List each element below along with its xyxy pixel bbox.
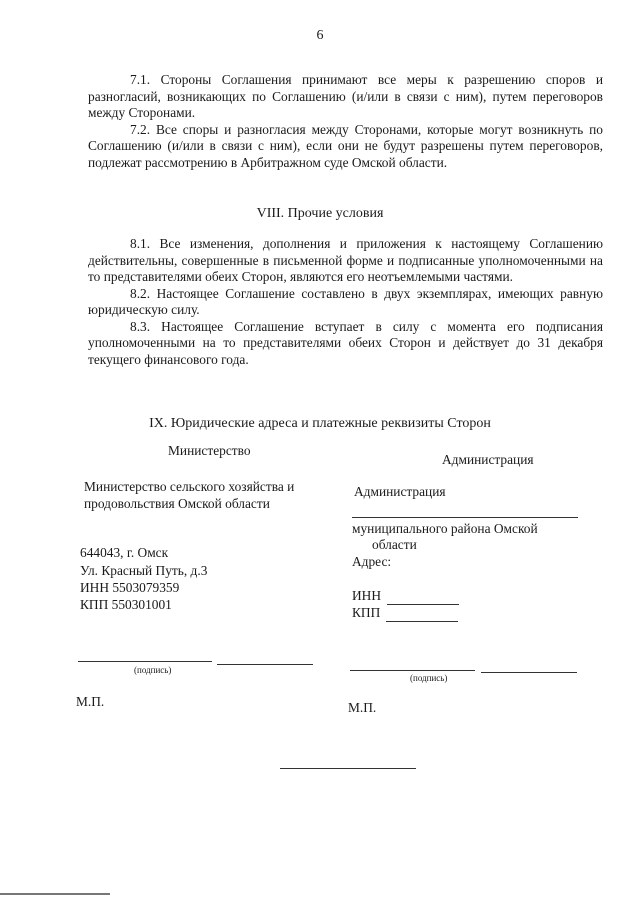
- right-party-kpp-label: КПП: [352, 605, 381, 620]
- left-party-kpp: КПП 550301001: [80, 597, 172, 612]
- clause-8-3: 8.3. Настоящее Соглашение вступает в силу с момента его подписания уполномоченными на то представителями обеих Сторон и действует до 31 декабря текущего финансового года.: [88, 318, 603, 367]
- right-stamp-place: М.П.: [348, 700, 377, 715]
- right-name-line: [481, 672, 577, 673]
- right-party-heading: Администрация: [442, 452, 534, 467]
- right-kpp-blank: [386, 609, 458, 622]
- clause-7-2: 7.2. Все споры и разногласия между Сторонами, которые могут возникнуть по Соглашению (и/или в связи с ним), если они не будут разрешены путем переговоров, подлежат рассмотрению в Арбитражном суде Омской области.: [88, 121, 603, 170]
- right-signature-line: [350, 670, 475, 671]
- section-7: [88, 72, 603, 171]
- left-signature-line: [78, 661, 212, 662]
- section-9-title: IX. Юридические адреса и платежные реквизиты Сторон: [149, 416, 491, 431]
- clause-7-1: 7.1. Стороны Соглашения принимают все меры к разрешению споров и разногласий, возникающих по Соглашению (и/или в связи с ним), путем переговоров между Сторонами.: [88, 72, 603, 120]
- left-signature-caption: (подпись): [134, 665, 172, 675]
- right-party-name-line1: Администрация: [354, 484, 446, 499]
- bottom-rule: [280, 768, 416, 769]
- right-party-name-line3: области: [372, 537, 417, 552]
- left-party-address-line1: 644043, г. Омск: [80, 545, 169, 560]
- right-signature-caption: (подпись): [410, 673, 448, 683]
- clause-8-1: 8.1. Все изменения, дополнения и приложения к настоящему Соглашению действительны, совершенные в письменной форме и подписанные уполномоченными на то представителями обеих Сторон, являются его неотъемлемыми частями.: [88, 236, 603, 284]
- right-party-inn-label: ИНН: [352, 588, 382, 603]
- left-party-name-line2: продовольствия Омской области: [84, 496, 270, 511]
- left-party-heading: Министерство: [168, 443, 251, 458]
- right-party-name-line2: муниципального района Омской: [352, 521, 538, 536]
- right-name-fill-line: [352, 517, 578, 518]
- right-party-kpp-row: [352, 605, 458, 622]
- left-party-name-line1: Министерство сельского хозяйства и: [84, 479, 295, 494]
- section-8-title: VIII. Прочие условия: [256, 206, 384, 221]
- clause-8-2: 8.2. Настоящее Соглашение составлено в двух экземплярах, имеющих равную юридическую силу.: [88, 285, 603, 317]
- right-inn-blank: [387, 592, 459, 605]
- right-party-inn-row: [352, 588, 459, 605]
- left-name-line: [217, 664, 313, 665]
- left-party-inn: ИНН 5503079359: [80, 580, 180, 595]
- left-stamp-place: М.П.: [76, 694, 105, 709]
- section-8: [88, 236, 603, 368]
- page-number: 6: [316, 28, 324, 43]
- left-party-address-line2: Ул. Красный Путь, д.3: [80, 563, 208, 578]
- scan-edge-mark: [0, 893, 110, 895]
- right-party-address-label: Адрес:: [352, 554, 392, 569]
